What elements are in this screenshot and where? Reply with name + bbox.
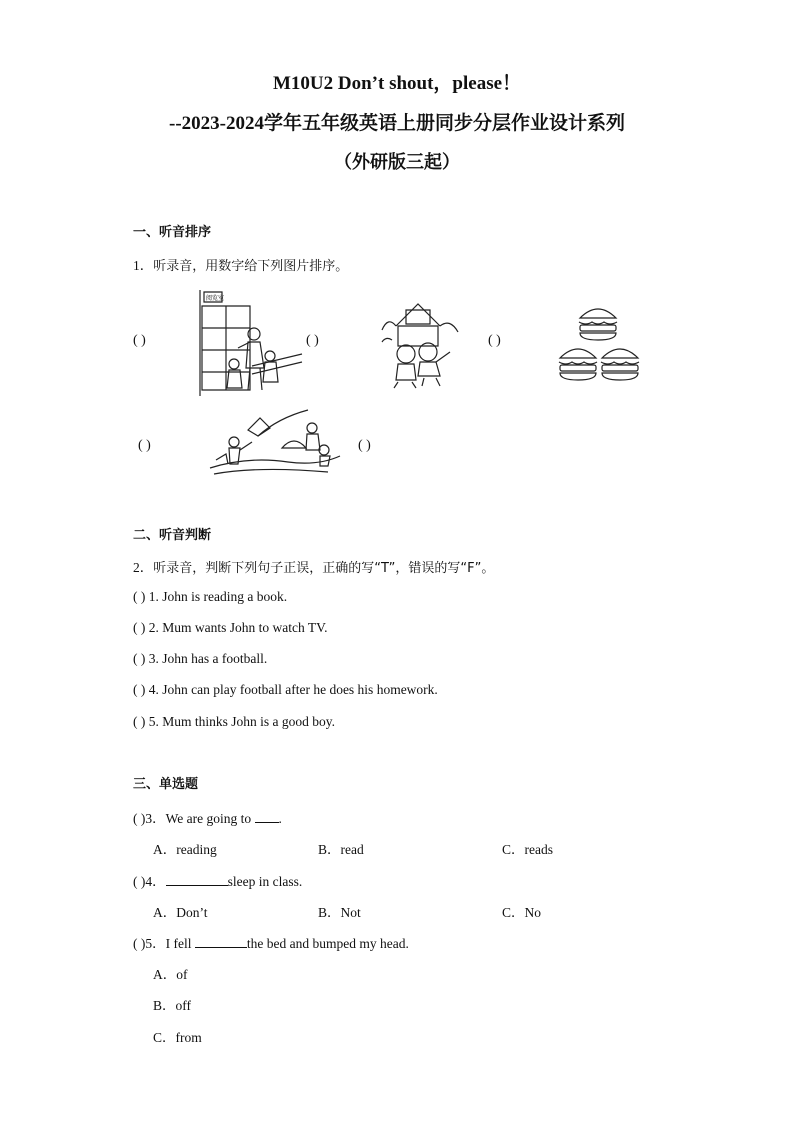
page-edition: （外研版三起） — [334, 152, 460, 172]
answer-blank[interactable] — [195, 935, 247, 948]
answer-paren[interactable]: ( ) — [133, 874, 146, 889]
option-a[interactable]: A．of — [153, 967, 188, 982]
question-number: 5． — [145, 936, 166, 951]
question-text-before: We are going to — [165, 811, 252, 826]
answer-paren[interactable]: ( ) — [133, 651, 146, 666]
answer-paren[interactable]: ( ) — [133, 620, 146, 635]
option-c[interactable]: C．from — [153, 1030, 202, 1045]
option-c[interactable]: C．reads — [502, 842, 553, 857]
page-title: M10U2 Don’t shout，please！ — [272, 73, 522, 94]
question-number: 1． — [133, 258, 154, 273]
answer-paren-pic4[interactable]: ( ) — [138, 438, 151, 453]
answer-paren-pic5[interactable]: ( ) — [358, 438, 371, 453]
question-text-after: sleep in class. — [227, 874, 303, 889]
question-text: 听录音，判断下列句子正误，正确的写“T”，错误的写“F”。 — [153, 561, 495, 576]
judge-item-3 — [133, 651, 267, 667]
option-b[interactable]: B．off — [153, 998, 192, 1013]
judge-item-5 — [133, 714, 335, 730]
option-b[interactable]: B．read — [318, 842, 364, 857]
section-heading-1: 一、听音排序 — [133, 225, 212, 240]
library-sign: 阅览室 — [206, 295, 225, 302]
option-b[interactable]: B．Not — [318, 905, 361, 920]
question-text-after: the bed and bumped my head. — [246, 936, 409, 951]
option-a[interactable]: A．reading — [153, 842, 217, 857]
answer-paren-pic3[interactable]: ( ) — [488, 333, 501, 348]
answer-paren[interactable]: ( ) — [133, 714, 146, 729]
question-text: 听录音，用数字给下列图片排序。 — [153, 259, 349, 274]
option-a[interactable]: A．Don’t — [153, 905, 208, 920]
judge-text: 1. John is reading a book. — [148, 589, 288, 604]
picnic-kite-picture — [208, 406, 342, 480]
section-heading-2: 二、听音判断 — [133, 528, 212, 543]
question-number: 2． — [133, 560, 154, 575]
answer-paren[interactable]: ( ) — [133, 589, 146, 604]
mc-question-5 — [133, 932, 409, 952]
answer-paren[interactable]: ( ) — [133, 936, 146, 951]
judge-text: 2. Mum wants John to watch TV. — [148, 620, 328, 635]
judge-item-4 — [133, 682, 438, 698]
hamburgers-picture — [556, 302, 642, 384]
page-subtitle: --2023-2024学年五年级英语上册同步分层作业设计系列 — [169, 113, 625, 134]
judge-text: 3. John has a football. — [148, 651, 268, 666]
answer-blank[interactable] — [255, 810, 279, 823]
mc-question-4 — [133, 870, 302, 890]
answer-paren-pic1[interactable]: ( ) — [133, 333, 146, 348]
question-text-before: I fell — [165, 936, 192, 951]
answer-blank[interactable] — [166, 873, 228, 886]
question-1 — [133, 254, 348, 274]
judge-item-1 — [133, 589, 287, 605]
question-2 — [133, 556, 494, 576]
children-playing-picture — [378, 296, 460, 390]
question-number: 4． — [145, 874, 166, 889]
library-picture — [190, 290, 305, 398]
judge-text: 4. John can play football after he does his homework. — [148, 682, 438, 697]
judge-item-2 — [133, 620, 328, 636]
answer-paren[interactable]: ( ) — [133, 682, 146, 697]
option-c[interactable]: C．No — [502, 905, 542, 920]
mc-question-3 — [133, 807, 282, 827]
question-text-after: . — [278, 811, 282, 826]
answer-paren[interactable]: ( ) — [133, 811, 146, 826]
judge-text: 5. Mum thinks John is a good boy. — [148, 714, 336, 729]
answer-paren-pic2[interactable]: ( ) — [306, 333, 319, 348]
section-heading-3: 三、单选题 — [133, 777, 199, 792]
question-number: 3． — [145, 811, 166, 826]
